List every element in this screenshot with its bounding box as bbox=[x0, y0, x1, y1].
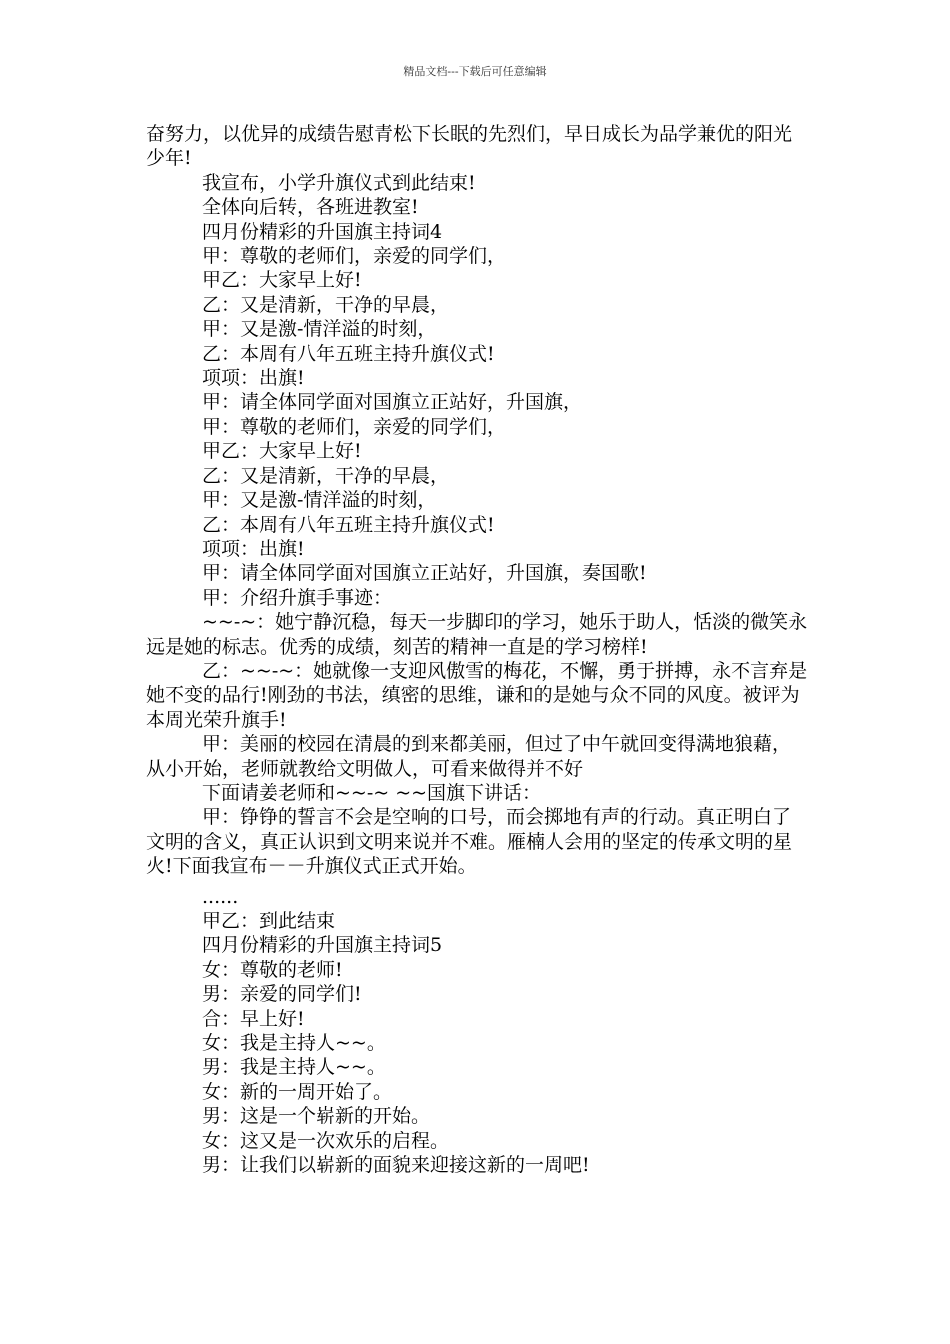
paragraph: 乙：本周有八年五班主持升旗仪式! bbox=[202, 342, 495, 365]
paragraph: 项项：出旗! bbox=[202, 367, 305, 390]
paragraph: 女：尊敬的老师! bbox=[202, 958, 343, 981]
paragraph: 甲乙：大家早上好! bbox=[202, 440, 362, 463]
paragraph: 甲：尊敬的老师们，亲爱的同学们， bbox=[202, 415, 507, 438]
paragraph: 乙：又是清新，干净的早晨， bbox=[202, 464, 450, 487]
paragraph: 甲：铮铮的誓言不会是空响的口号，而会掷地有声的行动。真正明白了文明的含义，真正认识到文明来说并不难。雁楠人会用的坚定的传承文明的星火!下面我宣布－－升旗仪式正式开始。 bbox=[146, 806, 793, 878]
paragraph: 奋努力，以优异的成绩告慰青松下长眠的先烈们，早日成长为品学兼优的阳光少年! bbox=[146, 123, 793, 170]
paragraph: 乙：本周有八年五班主持升旗仪式! bbox=[202, 513, 495, 536]
paragraph: 甲乙：到此结束 bbox=[202, 910, 336, 932]
paragraph: 男：这是一个崭新的开始。 bbox=[202, 1105, 431, 1128]
ellipsis-line: ...... bbox=[202, 885, 239, 908]
paragraph: 甲：尊敬的老师们，亲爱的同学们， bbox=[202, 245, 507, 268]
paragraph: 女：这又是一次欢乐的启程。 bbox=[202, 1129, 450, 1152]
paragraph: 乙：~~-~：她就像一支迎风傲雪的梅花，不懈，勇于拼搏，永不言弃是她不变的品行!刚劲的书法，缜密的思维，谦和的是她与众不同的风度。被评为本周光荣升旗手! bbox=[146, 659, 808, 731]
paragraph: 全体向后转，各班进教室! bbox=[202, 196, 419, 219]
paragraph: 甲：请全体同学面对国旗立正站好，升国旗， bbox=[202, 391, 583, 414]
paragraph: 甲乙：大家早上好! bbox=[202, 269, 362, 292]
paragraph: 甲：请全体同学面对国旗立正站好，升国旗，奏国歌! bbox=[202, 562, 647, 585]
paragraph: ~~-~：她宁静沉稳，每天一步脚印的学习，她乐于助人，恬淡的微笑永远是她的标志。优秀的成绩，刻苦的精神一直是的学习榜样! bbox=[146, 611, 808, 658]
paragraph: 甲：介绍升旗手事迹： bbox=[202, 586, 393, 609]
page-header: 精品文档---下载后可任意编辑 bbox=[403, 65, 547, 78]
paragraph: 男：亲爱的同学们! bbox=[202, 983, 362, 1006]
paragraph: 下面请姜老师和~~-~ ~~国旗下讲话： bbox=[202, 781, 542, 804]
paragraph: 甲：美丽的校园在清晨的到来都美丽，但过了中午就回变得满地狼藉，从小开始，老师就教给文明做人，可看来做得并不好 bbox=[146, 733, 792, 780]
paragraph: 甲：又是激-情洋溢的时刻， bbox=[202, 489, 437, 512]
paragraph: 项项：出旗! bbox=[202, 537, 305, 560]
paragraph: 乙：又是清新，干净的早晨， bbox=[202, 293, 450, 316]
paragraph: 甲：又是激-情洋溢的时刻， bbox=[202, 318, 437, 341]
paragraph: 女：我是主持人~~。 bbox=[202, 1032, 386, 1055]
section-title: 四月份精彩的升国旗主持词5 bbox=[202, 934, 443, 957]
paragraph: 男：我是主持人~~。 bbox=[202, 1056, 386, 1079]
section-title: 四月份精彩的升国旗主持词4 bbox=[202, 220, 443, 243]
document-body bbox=[146, 122, 808, 1177]
paragraph: 男：让我们以崭新的面貌来迎接这新的一周吧! bbox=[202, 1154, 590, 1177]
paragraph: 合：早上好! bbox=[202, 1007, 305, 1030]
paragraph: 我宣布，小学升旗仪式到此结束! bbox=[202, 171, 476, 194]
paragraph: 女：新的一周开始了。 bbox=[202, 1080, 393, 1103]
